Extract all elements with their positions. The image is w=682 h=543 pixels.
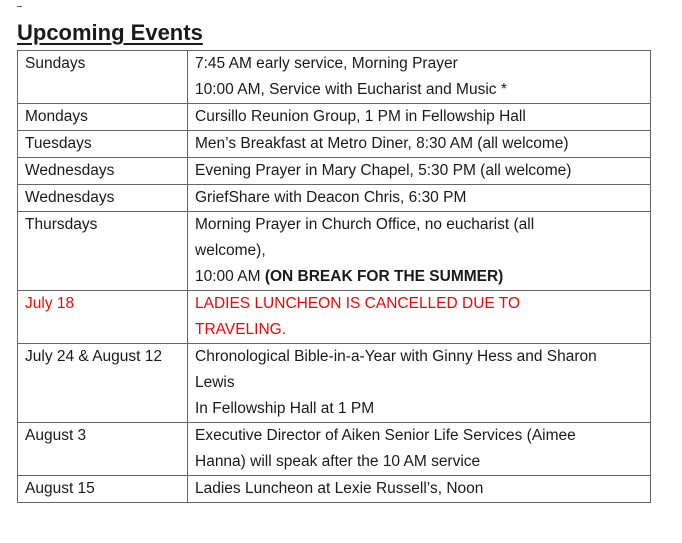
event-day: Thursdays: [18, 212, 188, 291]
event-line: Cursillo Reunion Group, 1 PM in Fellowship Hall: [195, 108, 526, 125]
event-line: welcome),: [195, 242, 266, 259]
events-table: [17, 50, 651, 503]
event-day: Sundays: [18, 51, 188, 104]
table-row: [18, 51, 651, 104]
event-description: [188, 423, 651, 476]
event-line: TRAVELING.: [195, 321, 287, 338]
event-description: [188, 185, 651, 212]
event-line: Executive Director of Aiken Senior Life Services (Aimee: [195, 427, 576, 444]
event-line: LADIES LUNCHEON IS CANCELLED DUE TO: [195, 295, 521, 312]
cancelled-event-description: [188, 291, 651, 344]
table-row: [18, 476, 651, 503]
event-description: [188, 476, 651, 503]
table-row: [18, 104, 651, 131]
event-description: [188, 344, 651, 423]
table-row: [18, 212, 651, 291]
event-day: August 15: [18, 476, 188, 503]
break-note: (ON BREAK FOR THE SUMMER): [264, 268, 504, 285]
event-line: Chronological Bible-in-a-Year with Ginny Hess and Sharon: [195, 348, 597, 365]
event-line: Ladies Luncheon at Lexie Russell’s, Noon: [195, 480, 484, 497]
event-description: [188, 104, 651, 131]
event-day: Mondays: [18, 104, 188, 131]
event-line: GriefShare with Deacon Chris, 6:30 PM: [195, 189, 467, 206]
event-line: Hanna) will speak after the 10 AM service: [195, 453, 481, 470]
event-day: July 24 & August 12: [18, 344, 188, 423]
event-line: In Fellowship Hall at 1 PM: [195, 400, 375, 417]
event-line: 7:45 AM early service, Morning Prayer: [195, 55, 458, 72]
table-row: [18, 131, 651, 158]
event-day: August 3: [18, 423, 188, 476]
event-line: Lewis: [195, 374, 235, 391]
small-dash-mark: [17, 6, 22, 7]
page-title: Upcoming Events: [17, 20, 203, 45]
event-line: 10:00 AM, Service with Eucharist and Music *: [195, 81, 507, 98]
event-description: [188, 212, 651, 291]
event-line: [195, 264, 643, 290]
event-day: Tuesdays: [18, 131, 188, 158]
event-line: Morning Prayer in Church Office, no eucharist (all: [195, 216, 535, 233]
table-row: [18, 344, 651, 423]
table-row: [18, 158, 651, 185]
event-day: Wednesdays: [18, 158, 188, 185]
event-description: [188, 51, 651, 104]
cancelled-event-day: July 18: [18, 291, 188, 344]
table-row: [18, 185, 651, 212]
event-description: [188, 158, 651, 185]
table-row: [18, 291, 651, 344]
event-line: Evening Prayer in Mary Chapel, 5:30 PM (all welcome): [195, 162, 572, 179]
table-row: [18, 423, 651, 476]
event-time: 10:00 AM: [195, 268, 261, 285]
event-day: Wednesdays: [18, 185, 188, 212]
event-line: Men’s Breakfast at Metro Diner, 8:30 AM (all welcome): [195, 135, 569, 152]
event-description: [188, 131, 651, 158]
